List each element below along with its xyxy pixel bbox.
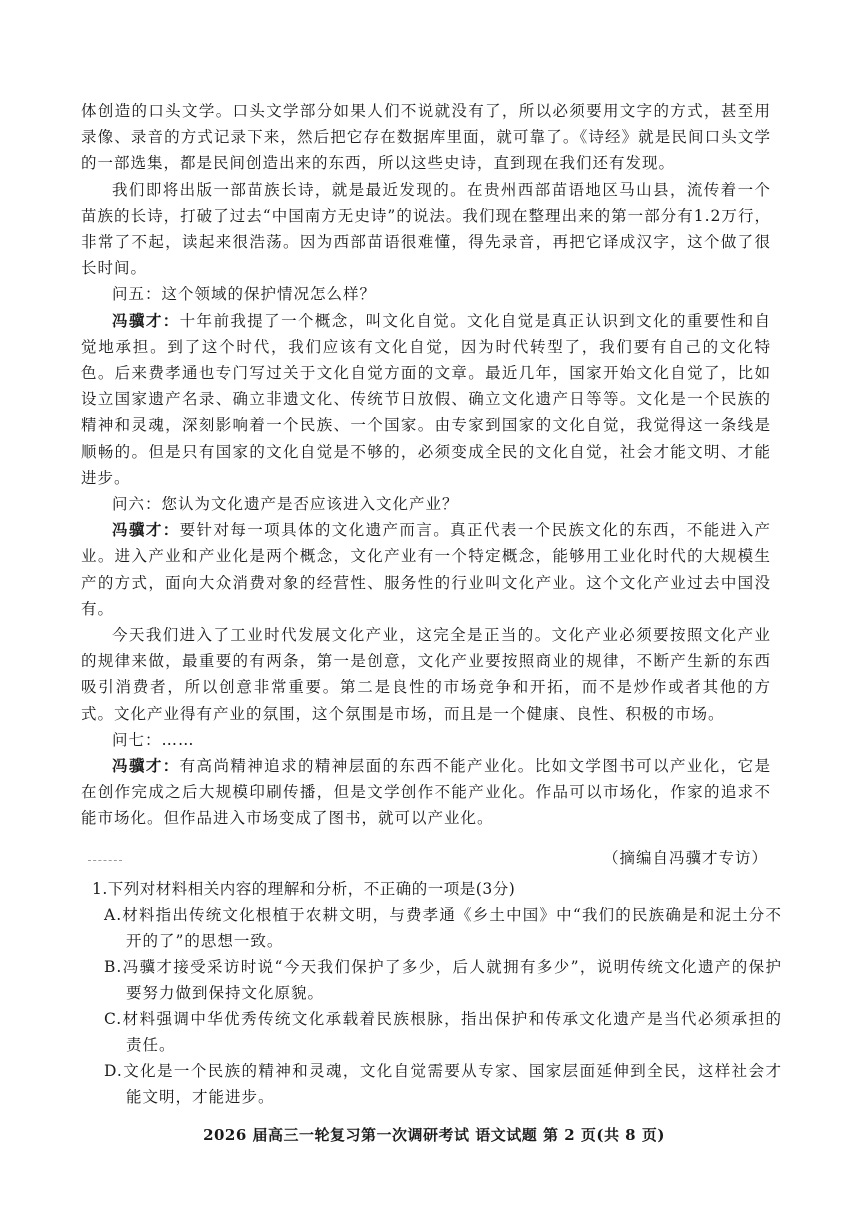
speaker-label: 冯骥才： [112,310,180,330]
question-five: 问五：这个领域的保护情况怎么样？ [112,285,377,304]
paragraph-cultural-industry: 今天我们进入了工业时代发展文化产业，这完全是正当的。文化产业必须要按照文化产业的规律来做，最重要的有两条，第一是创意，文化产业要按照商业的规律，不断产生新的东西吸引消费者，所以创意非常重要。第二是良性的市场竞争和开拓，而不是炒作或者其他的方式。文化产业得有产业的氛围，这个氛围是市场，而且是一个健康、良性、积极的市场。 [81,626,771,723]
question-six: 问六：您认为文化遗产是否应该进入文化产业？ [112,495,459,514]
answer-five-text: 十年前我提了一个概念，叫文化自觉。文化自觉是真正认识到文化的重要性和自觉地承担。到了这个时代，我们应该有文化自觉，因为时代转型了，我们要有自己的文化特色。后来费孝通也专门写过关于文化自觉方面的文章。最近几年，国家开始文化自觉了，比如设立国家遗产名录、确立非遗文化、传统节日放假、确立文化遗产日等等。文化是一个民族的精神和灵魂，深刻影响着一个民族、一个国家。由专家到国家的文化自觉，我觉得这一条线是顺畅的。但是只有国家的文化自觉是不够的，必须变成全民的文化自觉，社会才能文明、才能进步。 [81,311,771,487]
speaker-label: 冯骥才： [112,520,180,540]
option-a: A.材料指出传统文化根植于农耕文明，与费孝通《乡土中国》中“我们的民族确是和泥土分不开的了”的思想一致。 [104,906,782,950]
paragraph-oral-literature: 体创造的口头文学。口头文学部分如果人们不说就没有了，所以必须要用文字的方式，甚至用录像、录音的方式记录下来，然后把它存在数据库里面，就可靠了。《诗经》就是民间口头文学的一部选集，都是民间创造出来的东西，所以这些史诗，直到现在我们还有发现。 [81,102,771,173]
separator-mark [88,860,122,863]
question-seven: 问七：…… [112,730,195,749]
interview-article [81,98,771,832]
speaker-label: 冯骥才： [112,756,180,776]
answer-six [81,517,771,622]
answer-six-text: 要针对每一项具体的文化遗产而言。真正代表一个民族文化的东西，不能进入产业。进入产业和产业化是两个概念，文化产业有一个特定概念，能够用工业化时代的大规模生产的方式，面向大众消费对象的经营性、服务性的行业叫文化产业。这个文化产业过去中国没有。 [81,521,771,618]
answer-seven-text: 有高尚精神追求的精神层面的东西不能产业化。比如文学图书可以产业化，它是在创作完成之后大规模印刷传播，但是文学创作不能产业化。作品可以市场化，作家的追求不能市场化。但作品进入市场变成了图书，就可以产业化。 [81,757,771,828]
question-one-stem: 1.下列对材料相关内容的理解和分析，不正确的一项是(3分) [92,880,516,898]
article-source: （摘编自冯骥才专访） [602,849,768,867]
option-c: C.材料强调中华优秀传统文化承载着民族根脉，指出保护和传承文化遗产是当代必须承担的责任。 [104,1010,782,1054]
option-d: D.文化是一个民族的精神和灵魂，文化自觉需要从专家、国家层面延伸到全民，这样社会才能文明，才能进步。 [104,1062,782,1106]
answer-seven [81,753,771,832]
option-b: B.冯骥才接受采访时说“今天我们保护了多少，后人就拥有多少”，说明传统文化遗产的保护要努力做到保持文化原貌。 [104,958,782,1002]
paragraph-miao-epic: 我们即将出版一部苗族长诗，就是最近发现的。在贵州西部苗语地区马山县，流传着一个苗族的长诗，打破了过去“中国南方无史诗”的说法。我们现在整理出来的第一部分有1.2万行，非常了不起，读起来很浩荡。因为西部苗语很难懂，得先录音，再把它译成汉字，这个做了很长时间。 [81,180,771,278]
page-footer: 2026 届高三一轮复习第一次调研考试 语文试题 第 2 页(共 8 页) [203,1126,665,1144]
answer-five [81,308,771,491]
question-one [92,876,782,1110]
